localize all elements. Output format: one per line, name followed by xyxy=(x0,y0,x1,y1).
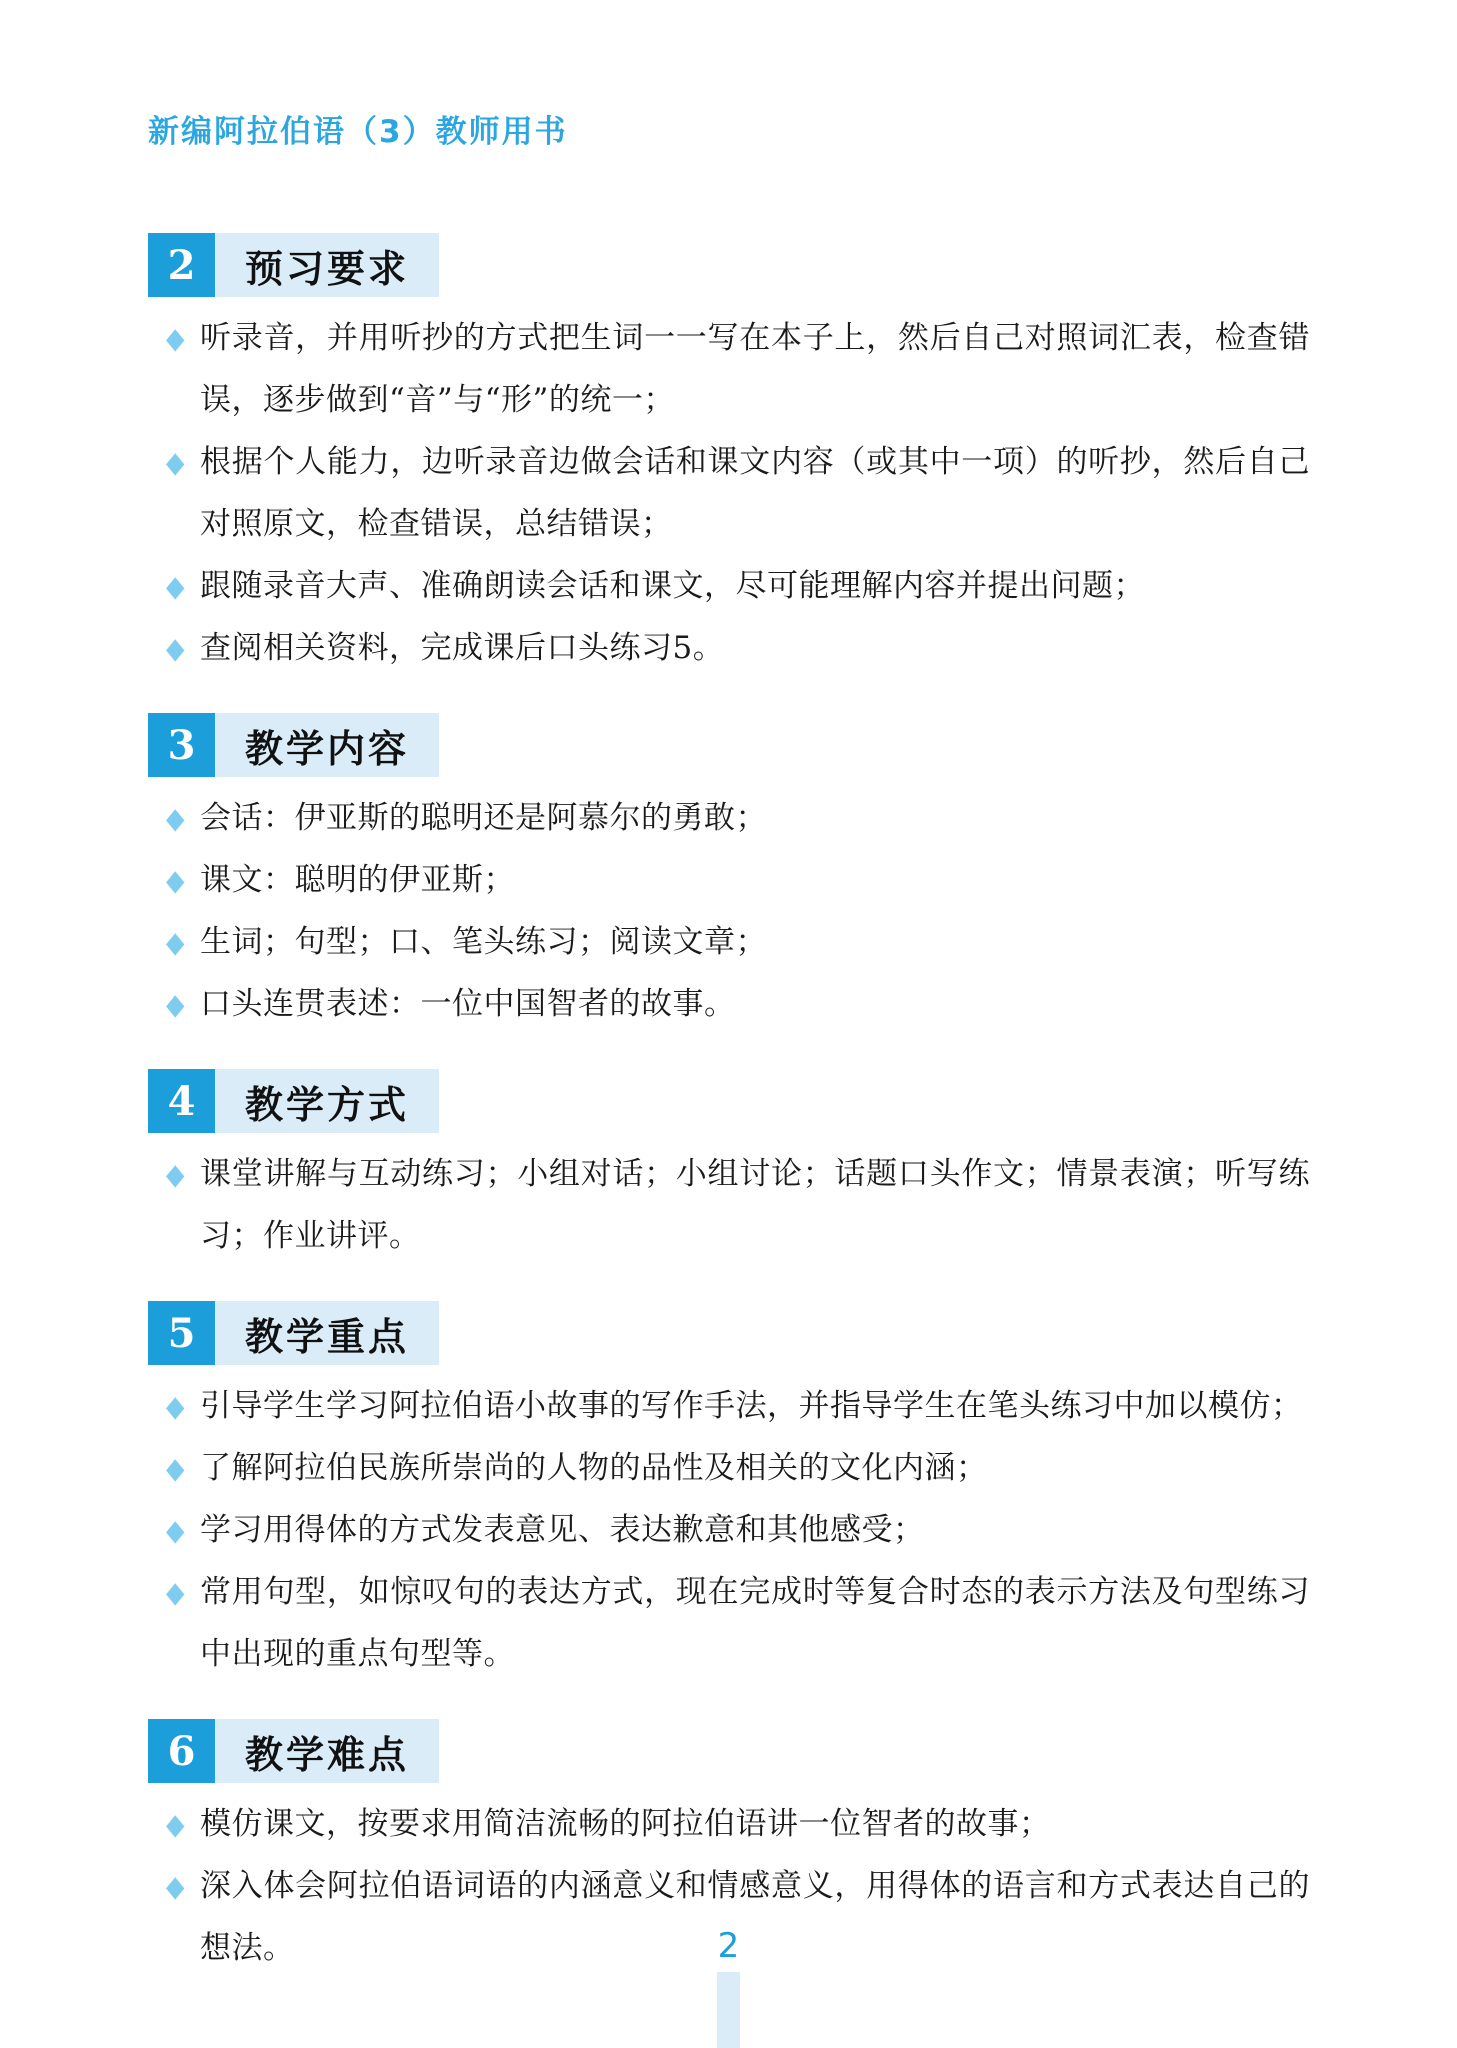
list-item xyxy=(166,617,1310,679)
section-title: 教学方式 xyxy=(215,1069,439,1133)
page-footer xyxy=(0,1926,1457,2048)
bullet-text: 查阅相关资料，完成课后口头练习5。 xyxy=(200,630,725,666)
bullet-text: 口头连贯表述：一位中国智者的故事。 xyxy=(200,986,736,1022)
diamond-bullet-icon: ◆ xyxy=(166,862,185,898)
section xyxy=(148,713,1310,1035)
section xyxy=(148,1301,1310,1685)
diamond-bullet-icon: ◆ xyxy=(166,1388,185,1424)
bullet-text: 课文：聪明的伊亚斯； xyxy=(200,862,515,898)
diamond-bullet-icon: ◆ xyxy=(166,1868,185,1904)
list-item xyxy=(166,1143,1310,1267)
list-item xyxy=(166,1561,1310,1685)
bullet-text: 了解阿拉伯民族所崇尚的人物的品性及相关的文化内涵； xyxy=(200,1450,988,1486)
bullet-text: 常用句型，如惊叹句的表达方式，现在完成时等复合时态的表示方法及句型练习中出现的重点句型等。 xyxy=(200,1574,1310,1672)
section xyxy=(148,1069,1310,1267)
bullet-text: 引导学生学习阿拉伯语小故事的写作手法，并指导学生在笔头练习中加以模仿； xyxy=(200,1388,1303,1424)
bullet-text: 学习用得体的方式发表意见、表达歉意和其他感受； xyxy=(200,1512,925,1548)
diamond-bullet-icon: ◆ xyxy=(166,924,185,960)
diamond-bullet-icon: ◆ xyxy=(166,1156,185,1192)
list-item xyxy=(166,911,1310,973)
section-header xyxy=(148,233,439,297)
section-number: 2 xyxy=(148,233,215,297)
sections-container xyxy=(148,233,1310,1979)
section-number: 4 xyxy=(148,1069,215,1133)
section-number: 6 xyxy=(148,1719,215,1783)
page-number: 2 xyxy=(717,1926,740,1966)
diamond-bullet-icon: ◆ xyxy=(166,630,185,666)
bullet-list xyxy=(148,307,1310,679)
section-title: 预习要求 xyxy=(215,233,439,297)
diamond-bullet-icon: ◆ xyxy=(166,1450,185,1486)
footer-accent-bar xyxy=(717,1972,740,2048)
list-item xyxy=(166,431,1310,555)
list-item xyxy=(166,1437,1310,1499)
bullet-text: 深入体会阿拉伯语词语的内涵意义和情感意义，用得体的语言和方式表达自己的想法。 xyxy=(200,1868,1310,1966)
section xyxy=(148,233,1310,679)
bullet-text: 根据个人能力，边听录音边做会话和课文内容（或其中一项）的听抄，然后自己对照原文，检查错误，总结错误； xyxy=(200,444,1310,542)
diamond-bullet-icon: ◆ xyxy=(166,320,185,356)
section-header xyxy=(148,1719,439,1783)
section-header xyxy=(148,1301,439,1365)
section-title: 教学内容 xyxy=(215,713,439,777)
diamond-bullet-icon: ◆ xyxy=(166,1806,185,1842)
list-item xyxy=(166,555,1310,617)
list-item xyxy=(166,973,1310,1035)
list-item xyxy=(166,1375,1310,1437)
list-item xyxy=(166,849,1310,911)
bullet-list xyxy=(148,787,1310,1035)
section-header xyxy=(148,713,439,777)
diamond-bullet-icon: ◆ xyxy=(166,1574,185,1610)
diamond-bullet-icon: ◆ xyxy=(166,800,185,836)
bullet-text: 听录音，并用听抄的方式把生词一一写在本子上，然后自己对照词汇表，检查错误，逐步做到“音”与“形”的统一； xyxy=(200,320,1310,418)
diamond-bullet-icon: ◆ xyxy=(166,1512,185,1548)
bullet-text: 会话：伊亚斯的聪明还是阿慕尔的勇敢； xyxy=(200,800,767,836)
list-item xyxy=(166,307,1310,431)
section-header xyxy=(148,1069,439,1133)
section-number: 5 xyxy=(148,1301,215,1365)
book-title: 新编阿拉伯语（3）教师用书 xyxy=(148,114,568,150)
bullet-list xyxy=(148,1375,1310,1685)
bullet-text: 生词；句型；口、笔头练习；阅读文章； xyxy=(200,924,767,960)
diamond-bullet-icon: ◆ xyxy=(166,444,185,480)
bullet-text: 跟随录音大声、准确朗读会话和课文，尽可能理解内容并提出问题； xyxy=(200,568,1145,604)
bullet-text: 模仿课文，按要求用简洁流畅的阿拉伯语讲一位智者的故事； xyxy=(200,1806,1051,1842)
diamond-bullet-icon: ◆ xyxy=(166,986,185,1022)
section-number: 3 xyxy=(148,713,215,777)
section-title: 教学重点 xyxy=(215,1301,439,1365)
diamond-bullet-icon: ◆ xyxy=(166,568,185,604)
list-item xyxy=(166,1793,1310,1855)
list-item xyxy=(166,1499,1310,1561)
list-item xyxy=(166,787,1310,849)
bullet-list xyxy=(148,1143,1310,1267)
bullet-text: 课堂讲解与互动练习；小组对话；小组讨论；话题口头作文；情景表演；听写练习；作业讲评。 xyxy=(200,1156,1310,1254)
section-title: 教学难点 xyxy=(215,1719,439,1783)
